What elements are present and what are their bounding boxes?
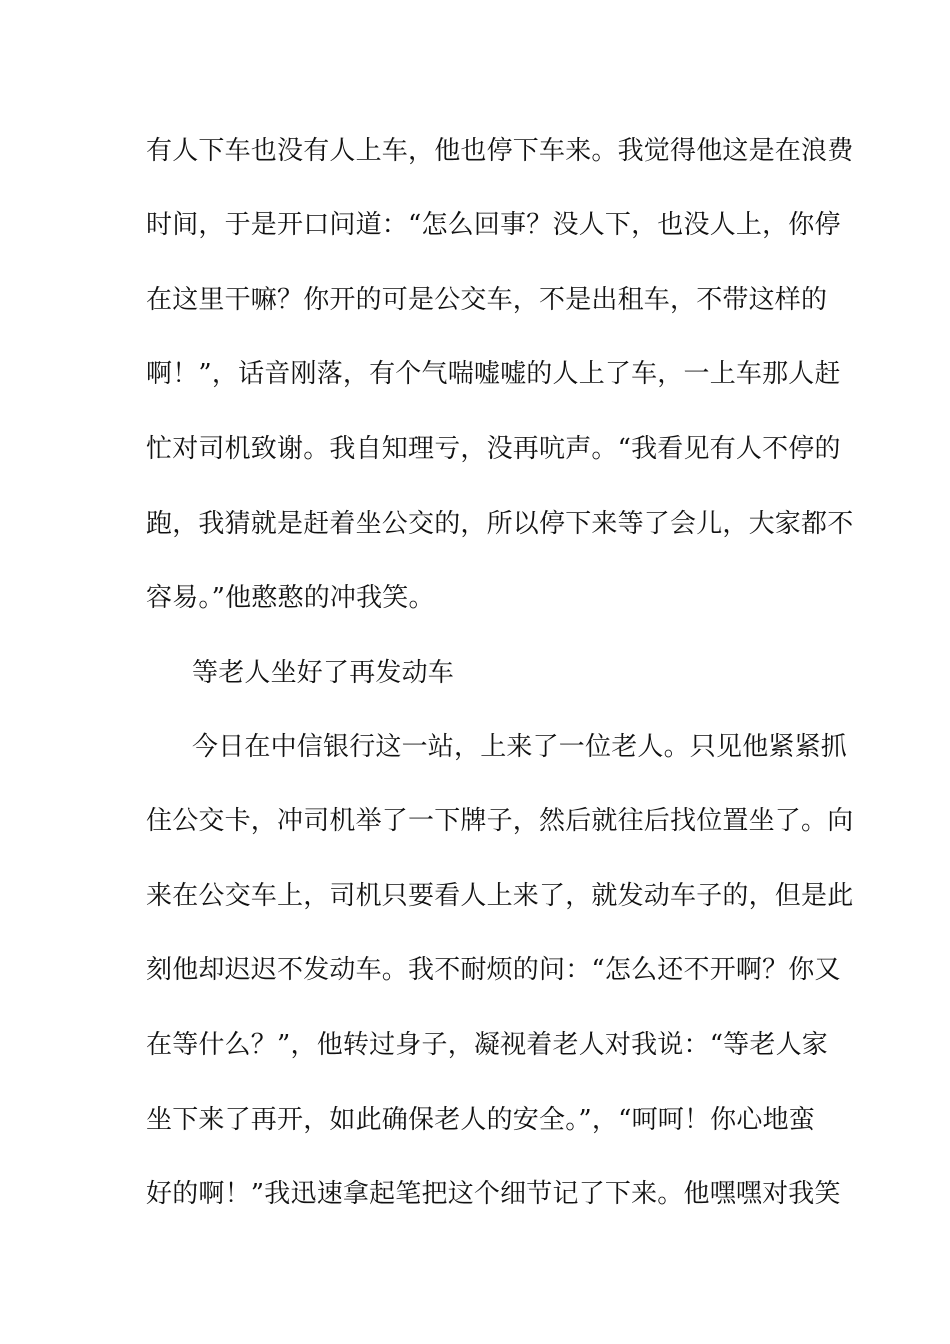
- paragraph-1-line-1: 有人下车也没有人上车，他也停下车来。我觉得他这是在浪费: [146, 136, 854, 166]
- paragraph-1-line-7: 容易。”他憨憨的冲我笑。: [146, 583, 435, 613]
- paragraph-2-line-7: 好的啊！”我迅速拿起笔把这个细节记了下来。他嘿嘿对我笑: [146, 1179, 841, 1209]
- paragraph-1-line-2: 时间，于是开口问道：“怎么回事？没人下，也没人上，你停: [146, 210, 841, 240]
- paragraph-1-line-5: 忙对司机致谢。我自知理亏，没再吭声。“我看见有人不停的: [146, 434, 841, 464]
- paragraph-2-line-5: 在等什么？”，他转过身子，凝视着老人对我说：“等老人家: [146, 1030, 828, 1060]
- paragraph-2-line-3: 来在公交车上，司机只要看人上来了，就发动车子的，但是此: [146, 881, 854, 911]
- paragraph-1-line-3: 在这里干嘛？你开的可是公交车，不是出租车，不带这样的: [146, 285, 828, 315]
- paragraph-2-line-6: 坐下来了再开，如此确保老人的安全。”，“呵呵！你心地蛮: [146, 1105, 815, 1135]
- paragraph-1-line-6: 跑，我猜就是赶着坐公交的，所以停下来等了会儿，大家都不: [146, 509, 854, 539]
- paragraph-2-line-1: 今日在中信银行这一站，上来了一位老人。只见他紧紧抓: [192, 732, 848, 762]
- paragraph-2-line-4: 刻他却迟迟不发动车。我不耐烦的问：“怎么还不开啊？你又: [146, 955, 841, 985]
- section-heading: 等老人坐好了再发动车: [192, 658, 455, 688]
- paragraph-1-line-4: 啊！”，话音刚落，有个气喘嘘嘘的人上了车，一上车那人赶: [146, 359, 841, 389]
- paragraph-2-line-2: 住公交卡，冲司机举了一下牌子，然后就往后找位置坐了。向: [146, 806, 854, 836]
